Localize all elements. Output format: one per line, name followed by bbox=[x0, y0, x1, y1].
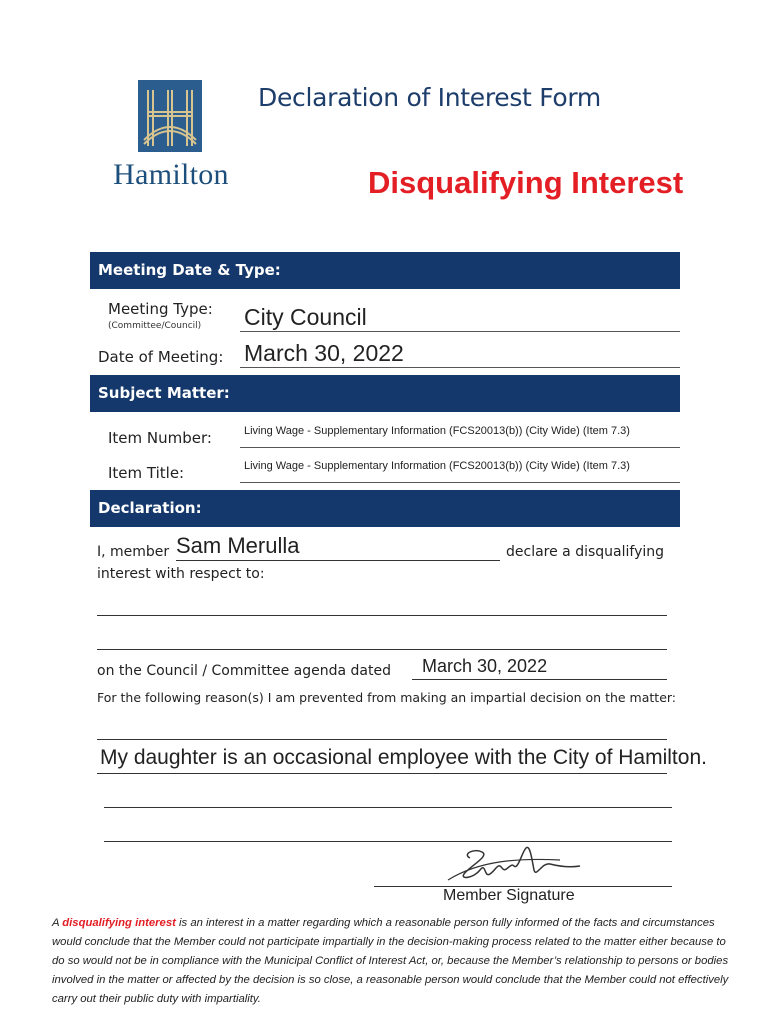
meeting-type-hint: (Committee/Council) bbox=[108, 321, 202, 331]
item-number-field[interactable]: Living Wage - Supplementary Information (FCS20013(b)) (City Wide) (Item 7.3) bbox=[244, 425, 630, 437]
member-name-field[interactable]: Sam Merulla bbox=[176, 533, 300, 558]
section-declaration-header: Declaration: bbox=[90, 490, 680, 527]
member-prefix: I, member bbox=[97, 544, 170, 560]
item-title-field[interactable]: Living Wage - Supplementary Information (FCS20013(b)) (City Wide) (Item 7.3) bbox=[244, 460, 630, 472]
agenda-prefix: on the Council / Committee agenda dated bbox=[97, 663, 391, 679]
handwritten-signature bbox=[440, 840, 590, 890]
reason-line-2 bbox=[97, 773, 667, 774]
form-title: Declaration of Interest Form bbox=[258, 83, 601, 112]
member-name-underline bbox=[176, 560, 500, 561]
blank-line-2 bbox=[97, 649, 667, 650]
reason-field[interactable]: My daughter is an occasional employee with the City of Hamilton. bbox=[100, 746, 707, 769]
meeting-type-field[interactable]: City Council bbox=[244, 304, 367, 330]
reason-line-3 bbox=[104, 807, 672, 808]
declaration-line2: interest with respect to: bbox=[97, 566, 265, 582]
logo-wordmark: Hamilton bbox=[113, 158, 229, 191]
item-title-underline bbox=[240, 482, 680, 483]
meeting-type-underline bbox=[240, 331, 680, 332]
disqualifying-interest-definition bbox=[52, 914, 732, 1009]
form-subtitle: Disqualifying Interest bbox=[368, 165, 684, 200]
item-number-underline bbox=[240, 447, 680, 448]
member-suffix: declare a disqualifying bbox=[506, 544, 665, 560]
footnote-prefix: A bbox=[52, 917, 63, 929]
footnote-body: is an interest in a matter regarding which a reasonable person fully informed of the facts and circumstances would conclude that the Member could not participate impartially in the decision-making process related to the matter either because to do so would not be in compliance with the Municipal Conflict of Interest Act, or, because the Member’s relationship to persons or bodies involved in the matter or affected by the decision is so close, a reasonable person would conclude that the Member could not effectively carry out their public duty with impartiality. bbox=[52, 917, 729, 1005]
signature-label: Member Signature bbox=[443, 887, 575, 904]
reason-line-1 bbox=[97, 739, 667, 740]
item-number-label: Item Number: bbox=[108, 429, 212, 447]
meeting-date-label: Date of Meeting: bbox=[98, 348, 224, 366]
agenda-date-field[interactable]: March 30, 2022 bbox=[422, 656, 548, 676]
meeting-date-field[interactable]: March 30, 2022 bbox=[244, 340, 404, 366]
blank-line-1 bbox=[97, 615, 667, 616]
item-title-label: Item Title: bbox=[108, 464, 185, 482]
hamilton-bridge-icon bbox=[138, 80, 202, 152]
meeting-type-label: Meeting Type: bbox=[108, 300, 213, 318]
agenda-date-underline bbox=[412, 679, 667, 680]
reason-prompt: For the following reason(s) I am prevented from making an impartial decision on the matter: bbox=[97, 690, 677, 705]
footnote-highlight: disqualifying interest bbox=[62, 917, 176, 929]
section-meeting-header: Meeting Date & Type: bbox=[90, 252, 680, 289]
hamilton-logo bbox=[98, 78, 244, 196]
meeting-date-underline bbox=[240, 367, 680, 368]
section-subject-header: Subject Matter: bbox=[90, 375, 680, 412]
